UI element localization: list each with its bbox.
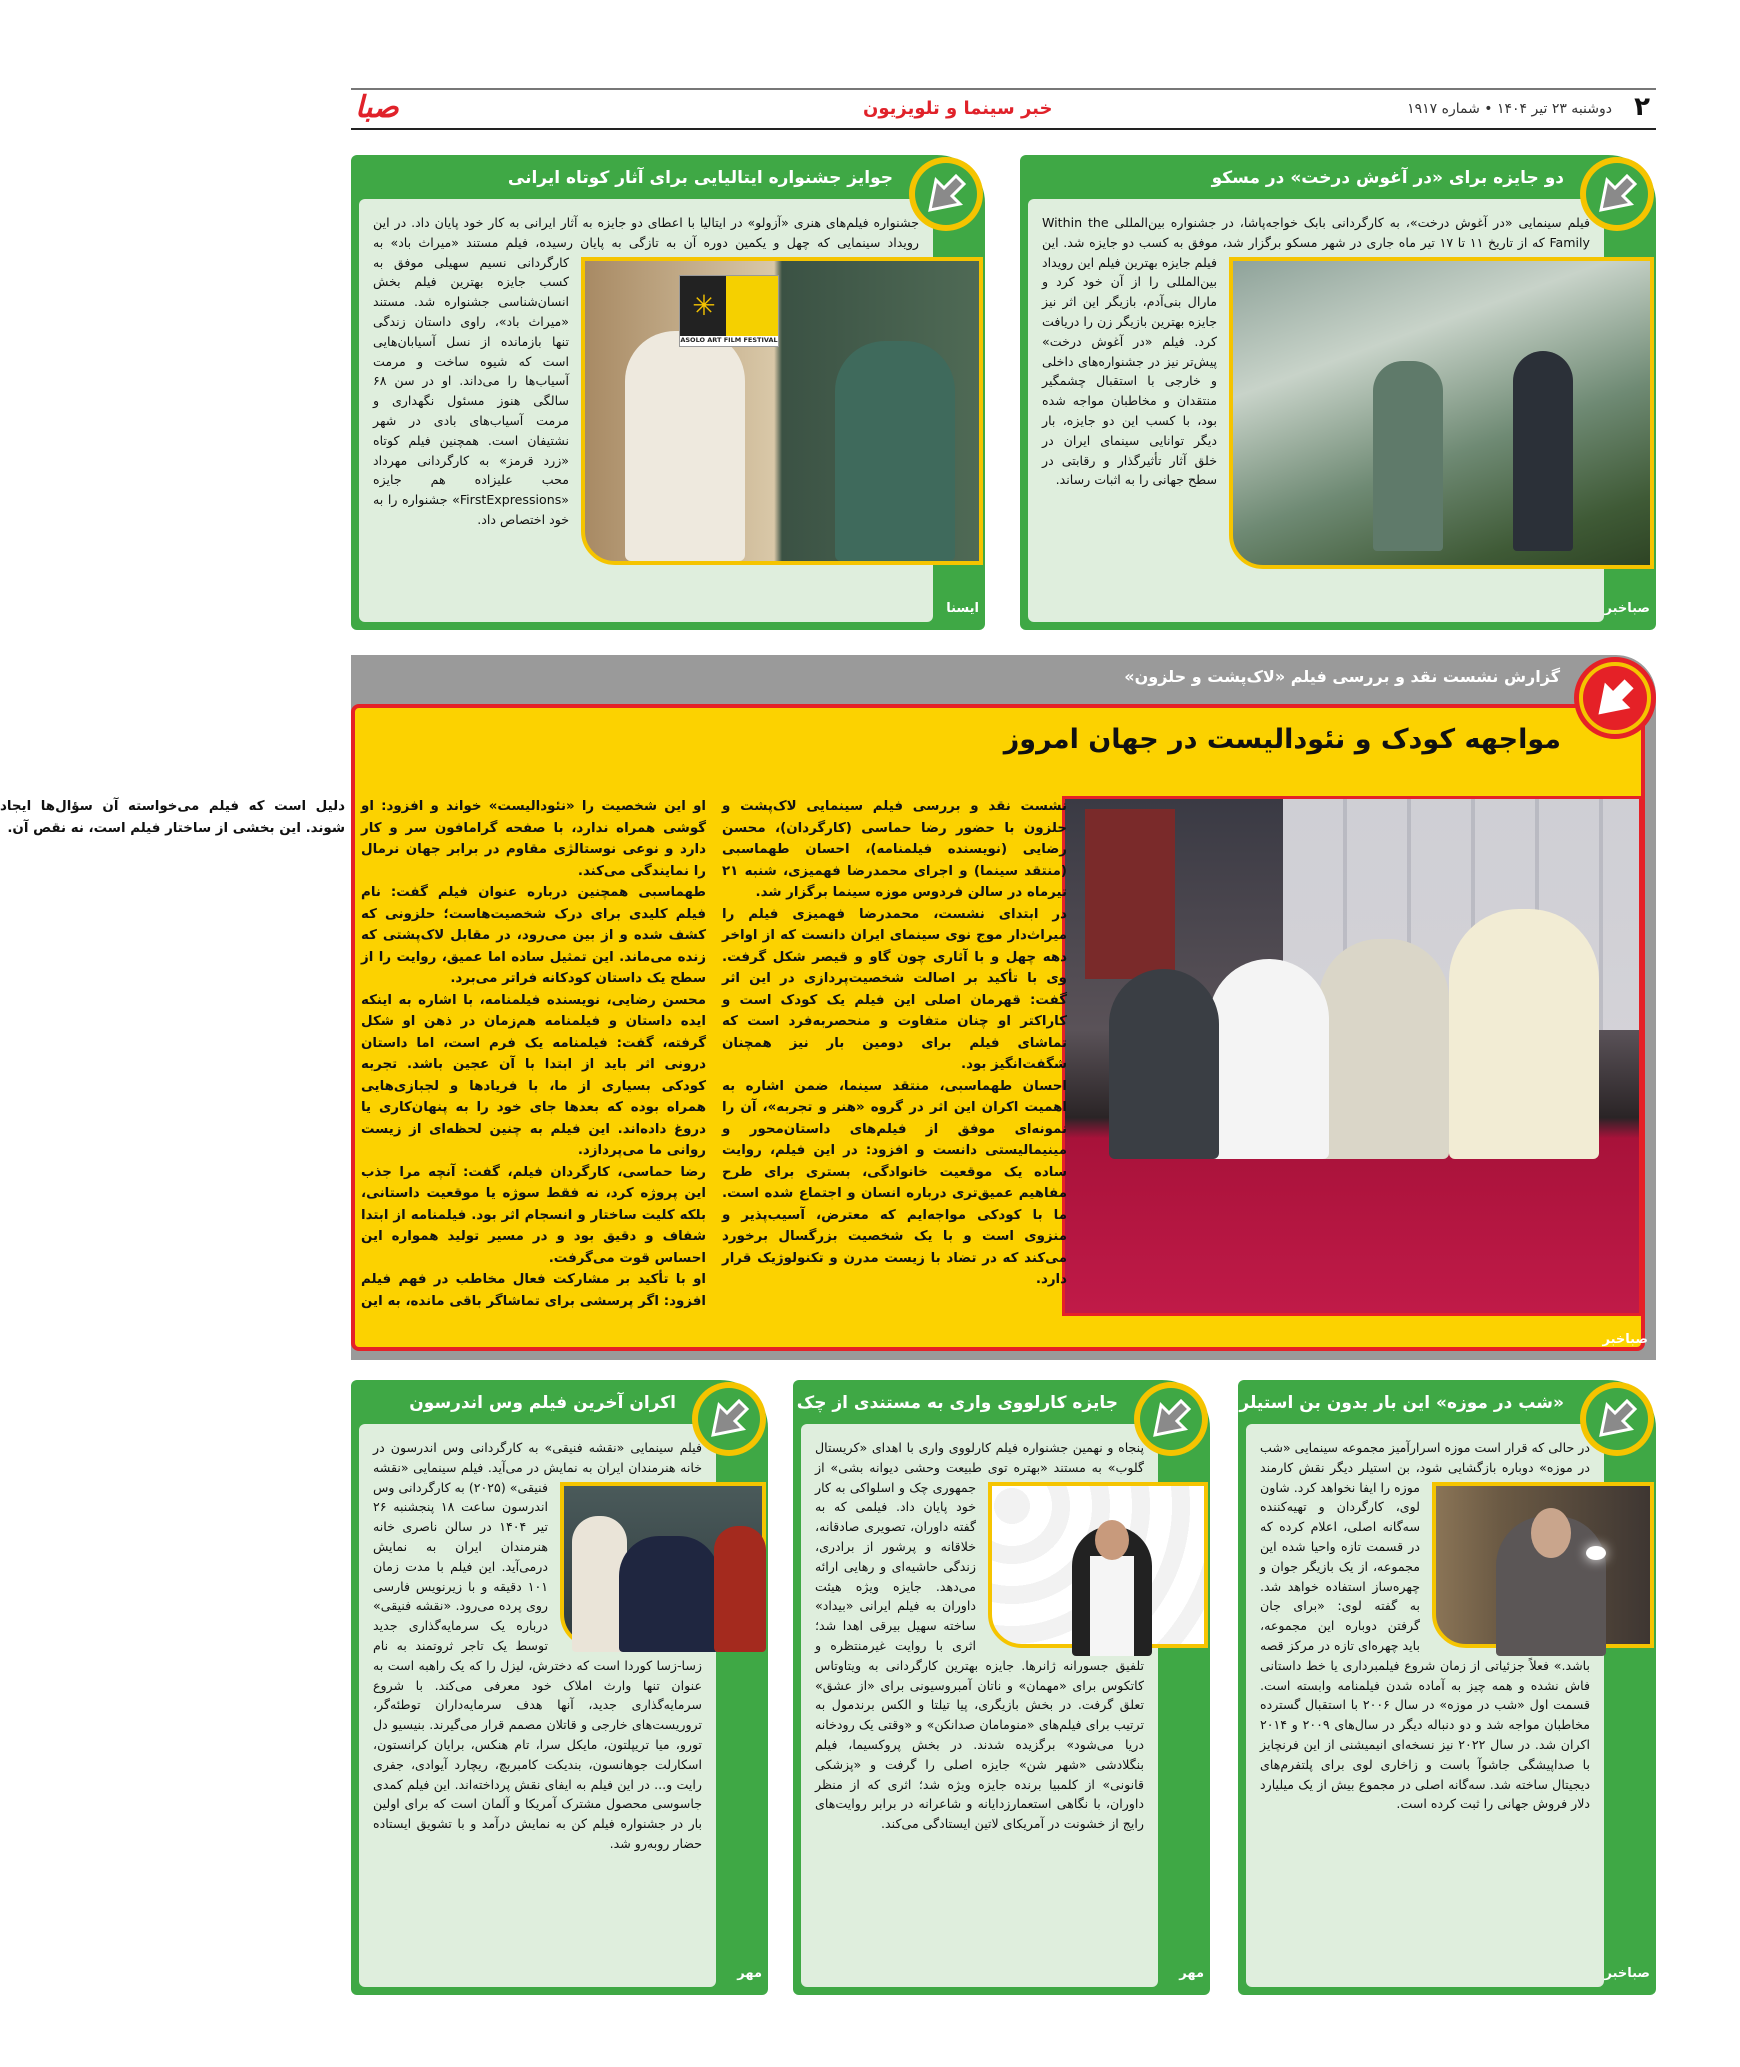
article-photo	[988, 1482, 1208, 1648]
article-text: جشنواره فیلم‌های هنری «آزولو» در ایتالیا با اعطای دو جایزه به آثار ایرانی به کار خود پایان داد. در این رویداد سینمایی که چهل و یکمین دوره آن به تازگی به پایان رسیده، فیلم مستند «میراث باد» به کارگردانی نسیم سهیلی موفق به کسب جایزه بهترین فیلم بخش انسان‌شناسی جشنواره شد. مستند «میراث باد»، راوی داستان زندگی تنها بازمانده از نسل آسیابان‌هایی است که شیوه ساخت و مرمت آسیاب‌ها را می‌داند. او در سن ۶۸ سالگی هنوز مسئول نگهداری و مرمت آسیاب‌های بادی در شهر نشتیفان است. همچنین فیلم کوتاه «زرد قرمز» به کارگردانی مهرداد محب علیزاده هم جایزه «FirstExpressions» جشنواره را به خود اختصاص داد.	[373, 215, 919, 527]
arrow-badge-icon	[692, 1382, 766, 1456]
arrow-badge-icon	[909, 157, 983, 231]
article-bottom-right	[1238, 1380, 1656, 1995]
article-photo	[1229, 257, 1654, 569]
source-label: مهر	[737, 1966, 762, 1981]
arrow-badge-icon	[1574, 657, 1656, 739]
paragraph: نشست نقد و بررسی فیلم سینمایی لاک‌پشت و حلزون با حضور رضا حماسی (کارگردان)، محسن رضایی (نویسنده فیلمنامه)، احسان طهماسبی (منتقد سینما) و اجرای محمدرضا فهمیزی، شنبه ۲۱ تیرماه در سالن فردوس موزه سینما برگزار شد.	[722, 799, 1067, 900]
main-article-subtitle: گزارش نشست نقد و بررسی فیلم «لاک‌پشت و حلزون»	[1124, 667, 1560, 686]
article-photo	[1432, 1482, 1654, 1648]
main-article-title: مواجهه کودک و نئودالیست در جهان امروز	[1003, 724, 1561, 755]
source-label: صباخبر	[1604, 1966, 1650, 1981]
article-text: در حالی که قرار است موزه اسرارآمیز مجموعه سینمایی «شب در موزه» دوباره بازگشایی شود، بن استیلر دیگر نقش کارمند موزه را ایفا نخواهد کرد. شاون لوی، کارگردان و تهیه‌کننده سه‌گانه اصلی، اعلام کرده که در قسمت تازه واحیا شده این مجموعه، از یک بازیگر جوان و چهره‌ساز استفاده خواهد شد. به گفته لوی: «برای جان گرفتن دوباره این مجموعه، باید چهره‌ای تازه در مرکز قصه باشد.» فعلاً جزئیاتی از زمان شروع فیلمبرداری یا خط داستانی فاش نشده و همه چیز به آماده شدن فیلمنامه وابسته است. قسمت اول «شب در موزه» در سال ۲۰۰۶ با استقبال گسترده مخاطبان مواجه شد و دو دنباله دیگر در سال‌های ۲۰۰۹ و ۲۰۱۴ اکران شد. در سال ۲۰۲۲ نیز نسخه‌ای انیمیشنی از این فرنچایز با صداپیشگی جاشوآ باست و زاخاری لوی برای پلتفرم‌های دیجیتال ساخته شد. سه‌گانه اصلی در مجموع بیش از یک میلیارد دلار فروش جهانی را ثبت کرده است.	[1259, 1440, 1590, 1812]
paragraph: رضا حماسی، کارگردان فیلم، گفت: آنچه مرا جذب این پروژه کرد، نه فقط سوژه یا موقعیت داستانی، بلکه کلیت ساختار و انسجام اثر بود. فیلمنامه از ابتدا شفاف و دقیق بود و در مسیر تولید همواره این احساس قوت می‌گرفت.	[361, 1164, 706, 1266]
article-photo	[581, 257, 983, 565]
article-text: فیلم سینمایی «نقشه فنیقی» به کارگردانی وس اندرسون در خانه هنرمندان ایران به نمایش در می‌آید. فیلم سینمایی «نقشه فنیقی» (۲۰۲۵) به کارگردانی وس اندرسون ساعت ۱۸ پنجشنبه ۲۶ تیر ۱۴۰۴ در سالن ناصری خانه هنرمندان ایران به نمایش درمی‌آید. این فیلم با مدت زمان ۱۰۱ دقیقه و با زیرنویس فارسی روی پرده می‌رود. «نقشه فنیقی» درباره یک سرمایه‌گذاری جدید توسط یک تاجر ثروتمند به نام زسا-زسا کوردا است که دخترش، لیزل را که یک راهبه است به عنوان تنها وارث املاک خود معرفی می‌کند. با شروع سرمایه‌گذاری جدید، آنها هدف سرمایه‌داران توطئه‌گر، تروریست‌های خارجی و قاتلان مصمم قرار می‌گیرند. بنیسیو دل تورو، میا تریپلتون، مایکل سرا، تام هنکس، برایان کرانستون، اسکارلت جوهانسون، بندیکت کامبربچ، ریچارد آیوادی، جفری رایت و... در این فیلم به ایفای نقش پرداخته‌اند. این فیلم کمدی جاسوسی محصول مشترک آمریکا و آلمان است که برای اولین بار در جشنواره فیلم کن به نمایش درآمد و با تشویق ایستاده حضار روبه‌رو شد.	[373, 1440, 702, 1851]
paragraph: او با تأکید بر مشارکت فعال مخاطب در فهم فیلم افزود: اگر پرسشی برای تماشاگر باقی مانده، به این دلیل است که فیلم می‌خواسته آن سؤال‌ها ایجاد شوند. این بخشی از ساختار فیلم است، نه نقص آن.	[0, 799, 706, 1309]
article-bottom-left	[351, 1380, 768, 1995]
festival-logo: ✳ ASOLO ART FILM FESTIVAL	[679, 275, 779, 347]
newspaper-logo: صبا	[355, 90, 399, 125]
article-body	[359, 199, 933, 622]
article-top-right	[1020, 155, 1656, 630]
source-label: مهر	[1179, 1966, 1204, 1981]
source-label: ایسنا	[946, 601, 979, 616]
article-top-left	[351, 155, 985, 630]
issue-date: دوشنبه ۲۳ تیر ۱۴۰۴ • شماره ۱۹۱۷	[1407, 101, 1612, 117]
article-title: اکران آخرین فیلم وس اندرسون	[409, 1393, 676, 1413]
article-photo	[560, 1482, 766, 1648]
article-body	[801, 1424, 1158, 1987]
article-body	[1028, 199, 1604, 622]
article-body	[1246, 1424, 1604, 1987]
paragraph: احسان طهماسبی، منتقد سینما، ضمن اشاره به اهمیت اکران این اثر در گروه «هنر و تجربه»، آن را نمونه‌ای موفق از فیلم‌های داستان‌محور و مینیمالیستی دانست و افزود: در این فیلم، روایت ساده یک موقعیت خانوادگی، بستری برای طرح مفاهیم عمیق‌تری درباره انسان و اجتماع شده است. ما با کودکی مواجه‌ایم که معترض، آسیب‌پذیر و منزوی است و با یک شخصیت بزرگسال برخورد می‌کند که در تضاد با زیست مدرن و تکنولوژیک قرار دارد.	[722, 1078, 1067, 1287]
article-bottom-middle	[793, 1380, 1210, 1995]
main-article	[0, 704, 1645, 1351]
article-title: دو جایزه برای «در آغوش درخت» در مسکو	[1211, 168, 1564, 188]
source-label: صباخبر	[1604, 601, 1650, 616]
arrow-badge-icon	[1134, 1382, 1208, 1456]
article-title: جایزه کارلووی واری به مستندی از چک	[796, 1393, 1118, 1413]
arrow-badge-icon	[1580, 157, 1654, 231]
paragraph: طهماسبی همچنین درباره عنوان فیلم گفت: نام فیلم کلیدی برای درک شخصیت‌هاست؛ حلزونی که کشف شده و از بین می‌رود، در مقابل لاک‌پشتی که زنده می‌ماند. این تمثیل ساده اما عمیق، روایت را از سطح یک داستان کودکانه فراتر می‌برد.	[361, 885, 706, 986]
header-rule-bottom	[351, 128, 1656, 130]
festival-logo-text: ASOLO ART FILM FESTIVAL	[680, 336, 778, 344]
page-number: ۲	[1634, 92, 1650, 122]
paragraph: او این شخصیت را «نئودالیست» خواند و افزود: او گوشی همراه ندارد، با صفحه گرامافون سر و کار دارد و نوعی نوستالژی مقاوم در برابر جهان نرمال را نمایندگی می‌کند.	[361, 799, 706, 879]
main-article-photo	[1062, 796, 1642, 1316]
article-body	[359, 1424, 716, 1987]
arrow-badge-icon	[1580, 1382, 1654, 1456]
paragraph: محسن رضایی، نویسنده فیلمنامه، با اشاره به اینکه ایده داستان و فیلمنامه هم‌زمان در ذهن او شکل گرفته، گفت: فیلمنامه یک فرم است، اما داستان درونی اثر باید از ابتدا با آن عجین باشد. تجربه کودکی بسیاری از ما، با فریادها و لجبازی‌هایی همراه بوده که بعدها جای خود را به پنهان‌کاری یا دروغ داده‌اند. این فیلم به چنین لحظه‌ای از زیست روانی ما می‌پردازد.	[361, 992, 706, 1158]
main-article-text	[0, 796, 1067, 1331]
article-title: «شب در موزه» این بار بدون بن استیلر	[1239, 1393, 1564, 1413]
source-label: صباخبر	[1602, 1332, 1648, 1347]
article-title: جوایز جشنواره ایتالیایی برای آثار کوتاه ایرانی	[507, 168, 893, 188]
section-title: خبر سینما و تلویزیون	[863, 98, 1053, 119]
paragraph: در ابتدای نشست، محمدرضا فهمیزی فیلم را میراث‌دار موج نوی سینمای ایران دانست که از اواخر دهه چهل و با آثاری چون گاو و قیصر شکل گرفت. وی با تأکید بر اصالت شخصیت‌پردازی در این اثر گفت: قهرمان اصلی این فیلم یک کودک است و کاراکتر او چنان متفاوت و منحصربه‌فرد است که تماشای فیلم برای دومین بار نیز همچنان شگفت‌انگیز بود.	[722, 906, 1067, 1072]
header-rule-top	[351, 88, 1656, 90]
article-text: پنجاه و نهمین جشنواره فیلم کارلووی واری با اهدای «کریستال گلوب» به مستند «بهتره توی طبیعت وحشی دیوانه بشی» از جمهوری چک و اسلواکی به کار خود پایان داد. فیلمی که به گفته داوران، تصویری صادقانه، خلاقانه و پرشور از برادری، زندگی حاشیه‌ای و رهایی ارائه می‌دهد. جایزه ویژه هیئت داوران به فیلم ایرانی «بیداد» ساخته سهیل بیرقی اهدا شد؛ اثری با روایت غیرمنتظره و تلفیق جسورانه ژانرها. جایزه بهترین کارگردانی به ویتاوتاس کاتکوس برای «مهمان» و ناتان آمبروسیونی برای «از عشق» تعلق گرفت. در بخش بازیگری، پیا تیلتا و الکس برندمول به ترتیب برای فیلم‌های «منومامان صدانکن» و «وقتی یک رودخانه دریا می‌شود» برگزیده شدند. در بخش پروکسیما، فیلم بنگلادشی «شهر شن» جایزه اصلی را گرفت و «پزشکی قانونی» از کلمبیا برنده جایزه ویژه شد؛ اثری که از منظر داوران، با نگاهی استعمارزدایانه و شاعرانه در برابر روایت‌های رایج از خشونت در آمریکای لاتین ایستادگی می‌کند.	[815, 1440, 1144, 1832]
article-text: فیلم سینمایی «در آغوش درخت»، به کارگردانی بابک خواجه‌پاشا، در جشنواره بین‌المللی Within the Family که از تاریخ ۱۱ تا ۱۷ تیر ماه جاری در شهر مسکو برگزار شد، موفق به کسب دو جایزه شد. این فیلم جایزه بهترین فیلم این رویداد بین‌المللی را از آن خود کرد و مارال بنی‌آدم، بازیگر این اثر نیز جایزه بهترین بازیگر زن را دریافت کرد. فیلم «در آغوش درخت» پیش‌تر نیز در جشنواره‌های داخلی و خارجی با استقبال چشمگیر منتقدان و مخاطبان مواجه شده بود، با کسب این دو جایزه، بار دیگر توانایی سینمای ایران در خلق آثار تأثیرگذار و رقابتی در سطح جهانی را به اثبات رساند.	[1041, 215, 1590, 488]
